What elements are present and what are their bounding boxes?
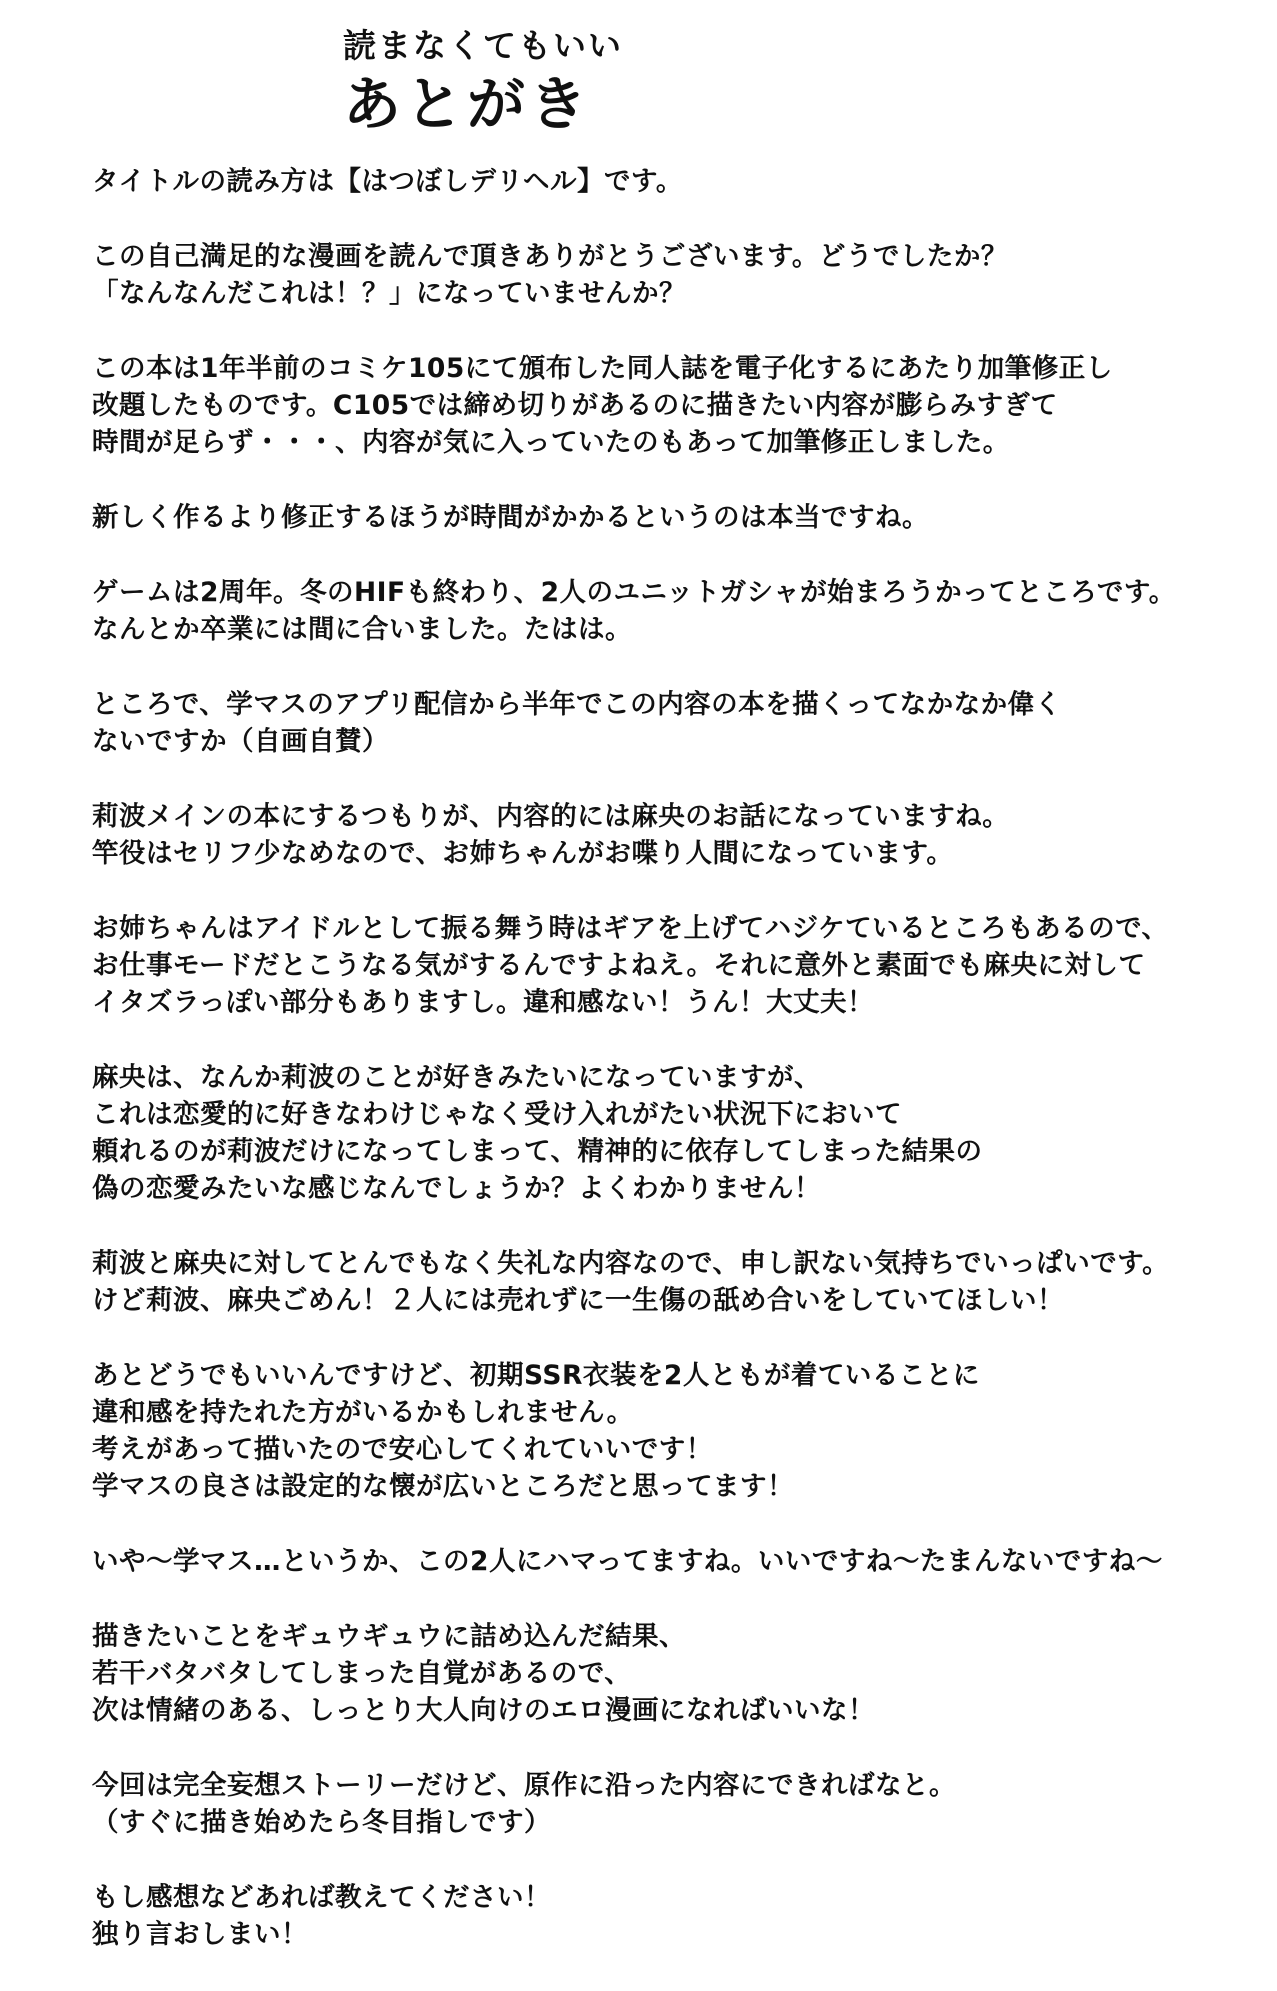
paragraph bbox=[92, 238, 1252, 312]
header bbox=[343, 24, 623, 140]
text-line: ところで、学マスのアプリ配信から半年でこの内容の本を描くってなかなか偉く bbox=[92, 689, 1062, 720]
text-line: けど莉波、麻央ごめん！２人には売れずに一生傷の舐め合いをしていてほしい！ bbox=[92, 1285, 1064, 1316]
text-line: 独り言おしまい！ bbox=[92, 1919, 308, 1950]
paragraph bbox=[92, 1618, 1252, 1729]
paragraph bbox=[92, 163, 1252, 200]
text-line: なんとか卒業には間に合いました。たはは。 bbox=[92, 614, 632, 645]
text-line: 頼れるのが莉波だけになってしまって、精神的に依存してしまった結果の bbox=[92, 1136, 983, 1167]
text-line: 描きたいことをギュウギュウに詰め込んだ結果、 bbox=[92, 1621, 686, 1652]
text-line: （すぐに描き始めたら冬目指しです） bbox=[92, 1807, 551, 1838]
text-line: この自己満足的な漫画を読んで頂きありがとうございます。どうでしたか？ bbox=[92, 241, 1008, 272]
text-line: ゲームは2周年。冬のHIFも終わり、2人のユニットガシャが始まろうかってところです。 bbox=[92, 577, 1176, 608]
paragraph bbox=[92, 910, 1252, 1021]
text-line: 時間が足らず・・・、内容が気に入っていたのもあって加筆修正しました。 bbox=[92, 427, 1010, 458]
paragraph bbox=[92, 499, 1252, 536]
page-subtitle: 読まなくてもいい bbox=[343, 26, 623, 65]
text-line: 新しく作るより修正するほうが時間がかかるというのは本当ですね。 bbox=[92, 502, 929, 533]
text-line: これは恋愛的に好きなわけじゃなく受け入れがたい状況下において bbox=[92, 1099, 902, 1130]
text-line: 莉波メインの本にするつもりが、内容的には麻央のお話になっていますね。 bbox=[92, 801, 1010, 832]
paragraph bbox=[92, 350, 1252, 461]
text-line: ないですか（自画自賛） bbox=[92, 726, 389, 757]
paragraph bbox=[92, 1245, 1252, 1319]
text-line: 竿役はセリフ少なめなので、お姉ちゃんがお喋り人間になっています。 bbox=[92, 838, 954, 869]
text-line: 次は情緒のある、しっとり大人向けのエロ漫画になればいいな！ bbox=[92, 1695, 875, 1726]
text-line: 改題したものです。C105では締め切りがあるのに描きたい内容が膨らみすぎて bbox=[92, 390, 1058, 421]
paragraph bbox=[92, 1543, 1252, 1580]
text-line: 麻央は、なんか莉波のことが好きみたいになっていますが、 bbox=[92, 1062, 821, 1093]
text-line: イタズラっぽい部分もありますし。違和感ない！うん！大丈夫！ bbox=[92, 987, 874, 1018]
paragraph bbox=[92, 798, 1252, 872]
paragraph bbox=[92, 1767, 1252, 1841]
paragraph bbox=[92, 1879, 1252, 1953]
text-line: 考えがあって描いたので安心してくれていいです！ bbox=[92, 1434, 713, 1465]
paragraph bbox=[92, 1059, 1252, 1207]
paragraph bbox=[92, 574, 1252, 648]
text-line: お仕事モードだとこうなる気がするんですよねえ。それに意外と素面でも麻央に対して bbox=[92, 950, 1146, 981]
text-line: もし感想などあれば教えてください！ bbox=[92, 1882, 551, 1913]
afterword-body bbox=[92, 163, 1252, 1991]
text-line: タイトルの読み方は【はつぼしデリヘル】です。 bbox=[92, 166, 683, 197]
text-line: 今回は完全妄想ストーリーだけど、原作に沿った内容にできればなと。 bbox=[92, 1770, 956, 1801]
text-line: あとどうでもいいんですけど、初期SSR衣装を2人ともが着ていることに bbox=[92, 1360, 980, 1391]
text-line: 違和感を持たれた方がいるかもしれません。 bbox=[92, 1397, 634, 1428]
text-line: 偽の恋愛みたいな感じなんでしょうか？よくわかりません！ bbox=[92, 1173, 821, 1204]
text-line: 「なんなんだこれは！？」になっていませんか？ bbox=[92, 278, 686, 309]
text-line: お姉ちゃんはアイドルとして振る舞う時はギアを上げてハジケているところもあるので、 bbox=[92, 913, 1169, 944]
text-line: 莉波と麻央に対してとんでもなく失礼な内容なので、申し訳ない気持ちでいっぱいです。 bbox=[92, 1248, 1170, 1279]
paragraph bbox=[92, 686, 1252, 760]
text-line: いや～学マス…というか、この2人にハマってますね。いいですね～たまんないですね～ bbox=[92, 1546, 1163, 1577]
text-line: この本は1年半前のコミケ105にて頒布した同人誌を電子化するにあたり加筆修正し bbox=[92, 353, 1113, 384]
page-title: あとがき bbox=[343, 70, 592, 138]
paragraph bbox=[92, 1357, 1252, 1505]
text-line: 学マスの良さは設定的な懐が広いところだと思ってます！ bbox=[92, 1471, 794, 1502]
text-line: 若干バタバタしてしまった自覚があるので、 bbox=[92, 1658, 632, 1689]
